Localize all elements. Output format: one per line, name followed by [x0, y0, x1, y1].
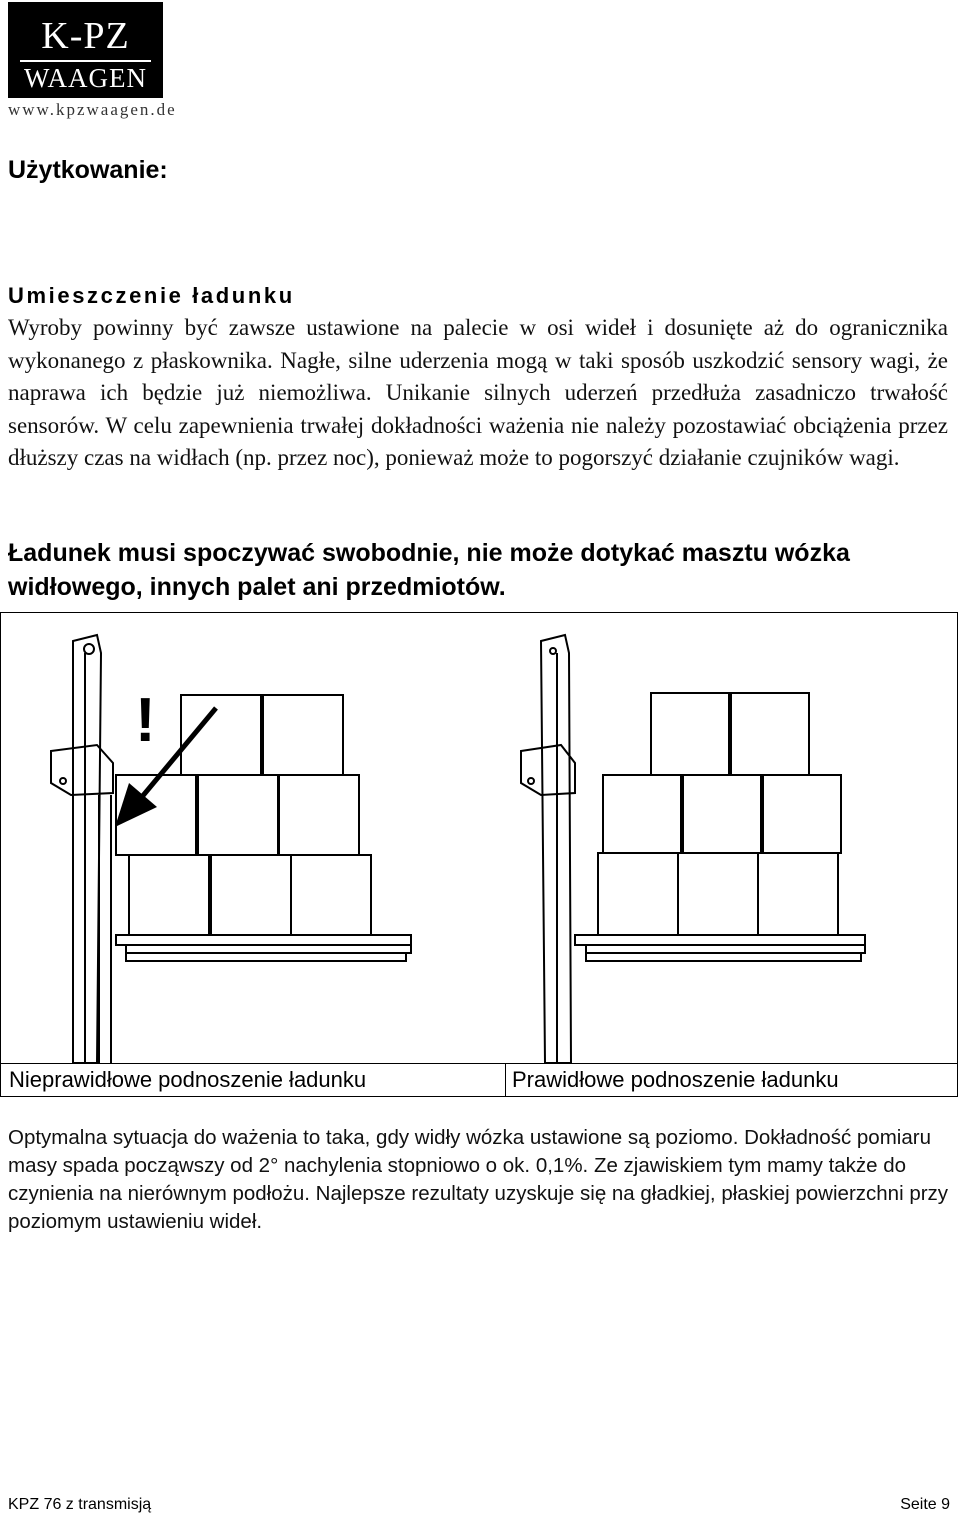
- forklift-figure: [0, 612, 958, 1097]
- logo-line2: WAAGEN: [24, 63, 147, 93]
- footer-page-number: Seite 9: [900, 1496, 950, 1513]
- page-heading: Użytkowanie:: [8, 156, 168, 184]
- warning-text: Ładunek musi spoczywać swobodnie, nie może dotykać masztu wózka widłowego, innych palet ani przedmiotów.: [8, 539, 850, 601]
- forklift-illustration: [1, 613, 957, 1063]
- right-pallet-load: [575, 693, 865, 961]
- logo-url: www.kpzwaagen.de: [8, 100, 177, 119]
- section-title: Umieszczenie ładunku: [8, 283, 295, 308]
- paragraph-weighing-conditions: Optymalna sytuacja do ważenia to taka, gdy widły wózka ustawione są poziomo. Dokładność pomiaru masy spada począwszy od 2° nachylenia stopniowo o ok. 0,1%. Ze zjawiskiem tym mamy także do czynienia na nierównym podłożu. Najlepsze rezultaty uzyskuje się na gładkiej, płaskiej powierzchni przy poziomym ustawieniu wideł.: [8, 1126, 949, 1233]
- caption-correct: Prawidłowe podnoszenie ładunku: [512, 1067, 839, 1092]
- warning-arrow-icon: [115, 708, 216, 827]
- logo-line1: K-PZ: [41, 15, 130, 57]
- footer-product: KPZ 76 z transmisją: [8, 1496, 152, 1513]
- caption-column-divider: [505, 1063, 506, 1096]
- left-forklift-mast: [51, 635, 113, 1063]
- left-pallet-load: [116, 695, 411, 961]
- exclamation-mark: !: [135, 686, 156, 755]
- caption-incorrect: Nieprawidłowe podnoszenie ładunku: [9, 1067, 367, 1092]
- caption-divider: [1, 1063, 957, 1064]
- paragraph-load-placement: Wyroby powinny być zawsze ustawione na palecie w osi wideł i dosunięte aż do ogranicznika wykonanego z płaskownika. Nagłe, silne uderzenia mogą w taki sposób uszkodzić sensory wagi, że naprawa ich będzie już niemożliwa. Unikanie silnych uderzeń przedłuża zasadniczo trwałość sensorów. W celu zapewnienia trwałej dokładności ważenia nie należy pozostawiać obciążenia przez dłuższy czas na widłach (np. przez noc), ponieważ może to pogorszyć działanie czujników wagi.: [8, 315, 948, 470]
- right-forklift-mast: [521, 635, 575, 1063]
- company-logo: [8, 2, 163, 98]
- logo-divider: [20, 60, 151, 62]
